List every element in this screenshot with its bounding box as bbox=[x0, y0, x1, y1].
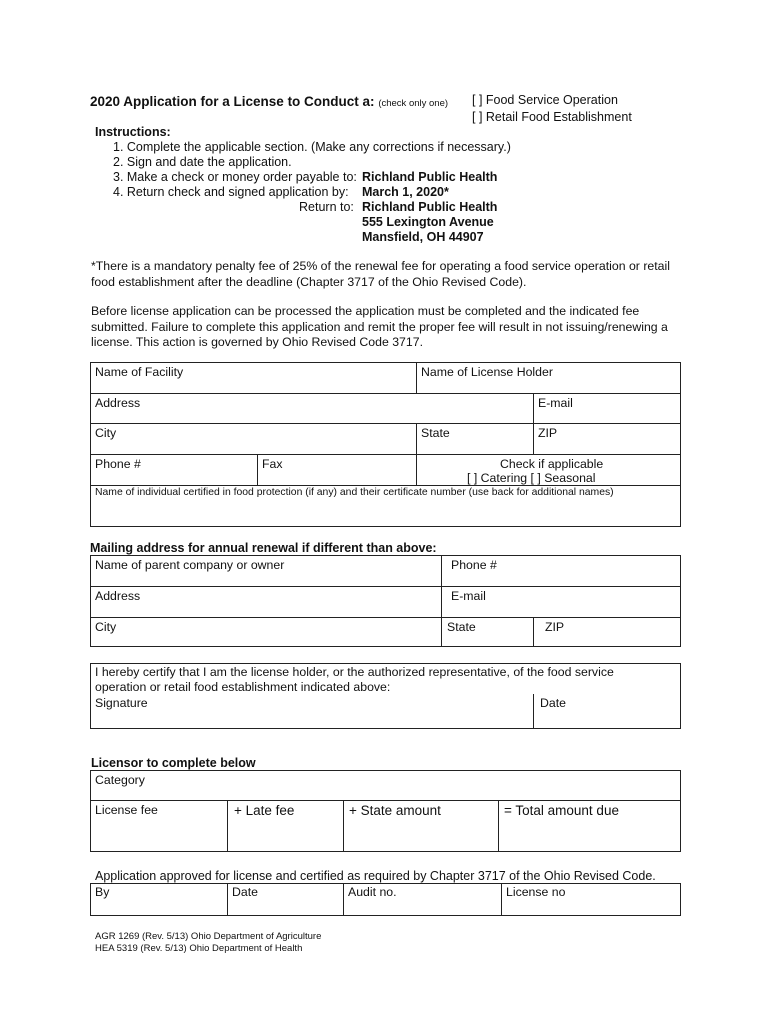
penalty-note: *There is a mandatory penalty fee of 25% of the renewal fee for operating a food service operation or retail food establishment after the deadline (Chapter 3717 of the Ohio Revised Code). bbox=[91, 259, 670, 289]
approval-date-field[interactable]: Date bbox=[232, 885, 258, 899]
facility-state-field[interactable]: State bbox=[421, 426, 450, 440]
license-holder-field[interactable]: Name of License Holder bbox=[421, 365, 553, 379]
mailing-zip-field[interactable]: ZIP bbox=[545, 620, 565, 634]
instructions-heading: Instructions: bbox=[95, 125, 171, 139]
instruction-step-2: 2. Sign and date the application. bbox=[113, 155, 292, 169]
form-title-text: 2020 Application for a License to Conduct a: bbox=[90, 94, 375, 109]
instruction-step-3: 3. Make a check or money order payable to: bbox=[113, 170, 357, 184]
certification-date-field[interactable]: Date bbox=[540, 696, 566, 710]
license-number-field[interactable]: License no bbox=[506, 885, 566, 899]
facility-city-field[interactable]: City bbox=[95, 426, 117, 440]
return-address-line-2: 555 Lexington Avenue bbox=[362, 215, 494, 229]
payee-name: Richland Public Health bbox=[362, 170, 498, 184]
facility-name-field[interactable]: Name of Facility bbox=[95, 365, 184, 379]
approved-by-field[interactable]: By bbox=[95, 885, 110, 899]
facility-form bbox=[90, 362, 681, 527]
instruction-step-1: 1. Complete the applicable section. (Make any corrections if necessary.) bbox=[113, 140, 511, 154]
return-address-line-1: Richland Public Health bbox=[362, 200, 498, 214]
option-retail-food[interactable]: [ ] Retail Food Establishment bbox=[472, 110, 632, 124]
facility-fax-field[interactable]: Fax bbox=[262, 457, 283, 471]
mailing-state-field[interactable]: State bbox=[447, 620, 476, 634]
license-fee-field[interactable]: License fee bbox=[95, 803, 158, 817]
mailing-email-field[interactable]: E-mail bbox=[451, 589, 486, 603]
certified-individual-field[interactable]: Name of individual certified in food protection (if any) and their certificate number (use back for additional names) bbox=[95, 487, 614, 498]
mailing-phone-field[interactable]: Phone # bbox=[451, 558, 497, 572]
return-address-line-3: Mansfield, OH 44907 bbox=[362, 230, 484, 244]
facility-phone-field[interactable]: Phone # bbox=[95, 457, 141, 471]
deadline-date: March 1, 2020* bbox=[362, 185, 449, 199]
facility-zip-field[interactable]: ZIP bbox=[538, 426, 558, 440]
processing-note: Before license application can be processed the application must be completed and the indicated fee submitted. Failure to complete this application and remit the proper fee will result in not issuing/renewing a license. This action is governed by Ohio Revised Code 3717. bbox=[91, 304, 668, 349]
approval-statement: Application approved for license and certified as required by Chapter 3717 of the Ohio Revised Code. bbox=[95, 869, 656, 883]
parent-company-field[interactable]: Name of parent company or owner bbox=[95, 558, 285, 572]
option-food-service[interactable]: [ ] Food Service Operation bbox=[472, 93, 618, 107]
facility-email-field[interactable]: E-mail bbox=[538, 396, 573, 410]
return-to-label: Return to: bbox=[299, 200, 354, 214]
check-if-applicable-label: Check if applicable bbox=[500, 457, 604, 471]
late-fee-field[interactable]: + Late fee bbox=[234, 803, 295, 818]
category-field[interactable]: Category bbox=[95, 773, 145, 787]
state-amount-field[interactable]: + State amount bbox=[349, 803, 441, 818]
certification-statement: I hereby certify that I am the license holder, or the authorized representative, of the food service operation or retail food establishment indicated above: bbox=[95, 665, 614, 694]
mailing-address-field[interactable]: Address bbox=[95, 589, 141, 603]
form-title bbox=[90, 94, 448, 109]
check-only-one-note: (check only one) bbox=[378, 98, 449, 109]
mailing-city-field[interactable]: City bbox=[95, 620, 117, 634]
mailing-heading: Mailing address for annual renewal if different than above: bbox=[90, 541, 437, 555]
catering-seasonal-checkboxes[interactable]: [ ] Catering [ ] Seasonal bbox=[467, 471, 596, 485]
facility-address-field[interactable]: Address bbox=[95, 396, 141, 410]
audit-number-field[interactable]: Audit no. bbox=[348, 885, 397, 899]
footer-hea-line: HEA 5319 (Rev. 5/13) Ohio Department of Health bbox=[95, 943, 303, 954]
total-amount-due-field[interactable]: = Total amount due bbox=[504, 803, 619, 818]
licensor-heading: Licensor to complete below bbox=[91, 756, 256, 770]
instruction-step-4: 4. Return check and signed application by: bbox=[113, 185, 349, 199]
signature-field[interactable]: Signature bbox=[95, 696, 148, 710]
footer-agr-line: AGR 1269 (Rev. 5/13) Ohio Department of Agriculture bbox=[95, 931, 322, 942]
